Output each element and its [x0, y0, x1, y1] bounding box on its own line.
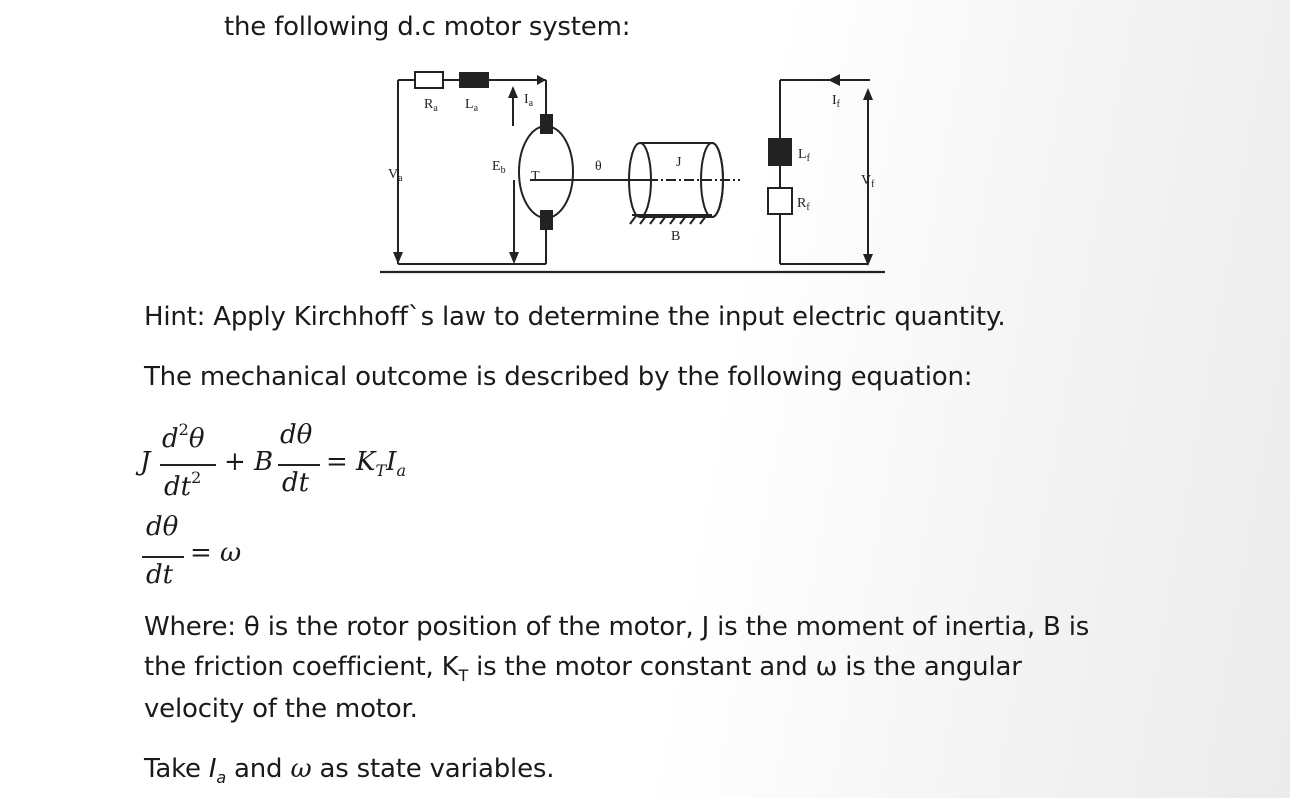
- label-rf: $R_f$: [797, 196, 810, 213]
- label-t: T: [531, 169, 540, 184]
- eq1-den2: dt: [282, 468, 310, 498]
- eq2-rhs: = ω: [190, 538, 242, 568]
- eq2-num: dθ: [146, 512, 179, 542]
- label-j: J: [676, 155, 682, 170]
- label-if: $I_f$: [832, 93, 841, 110]
- eq2-bar: [142, 556, 184, 558]
- label-ra: $R_a$: [424, 97, 438, 114]
- take-text: Take $I_a$ and ω as state variables.: [144, 754, 555, 787]
- label-va: $V_a$: [388, 167, 403, 184]
- eq1-num1: $d^2\theta$: [162, 420, 205, 454]
- eq1-rhs: = $K_TI_a$: [326, 447, 406, 480]
- label-eb: $E_b$: [492, 159, 506, 176]
- eq1-plus-b: + B: [224, 447, 274, 477]
- where-line-2: the friction coefficient, $K_T$ is the motor constant and ω is the angular: [144, 652, 1022, 685]
- label-ia: $I_a$: [524, 92, 534, 109]
- motor-armature: [519, 126, 573, 218]
- dc-motor-diagram: [0, 0, 1290, 300]
- eq1-bar2: [278, 464, 320, 466]
- eq2-den: dt: [146, 560, 174, 590]
- inductor-la: [459, 72, 489, 88]
- resistor-ra: [415, 72, 443, 88]
- mechanical-text: The mechanical outcome is described by the following equation:: [144, 362, 973, 392]
- resistor-rf: [768, 188, 792, 214]
- where-line-3: velocity of the motor.: [144, 694, 418, 724]
- label-lf: $L_f$: [798, 147, 810, 164]
- inductor-lf: [768, 138, 792, 166]
- label-theta: θ: [595, 159, 602, 174]
- eq1-bar1: [160, 464, 216, 466]
- intro-text: the following d.c motor system:: [224, 12, 631, 42]
- label-vf: $V_f$: [861, 173, 875, 190]
- eq1-den1: $dt^2$: [164, 468, 202, 502]
- label-b: B: [671, 229, 681, 244]
- label-la: $L_a$: [465, 97, 479, 114]
- hint-text: Hint: Apply Kirchhoff`s law to determine the input electric quantity.: [144, 302, 1006, 332]
- where-line-1: Where: θ is the rotor position of the motor, J is the moment of inertia, B is: [144, 612, 1090, 642]
- eq1-j: J: [140, 447, 151, 477]
- eq1-num2: dθ: [280, 420, 313, 450]
